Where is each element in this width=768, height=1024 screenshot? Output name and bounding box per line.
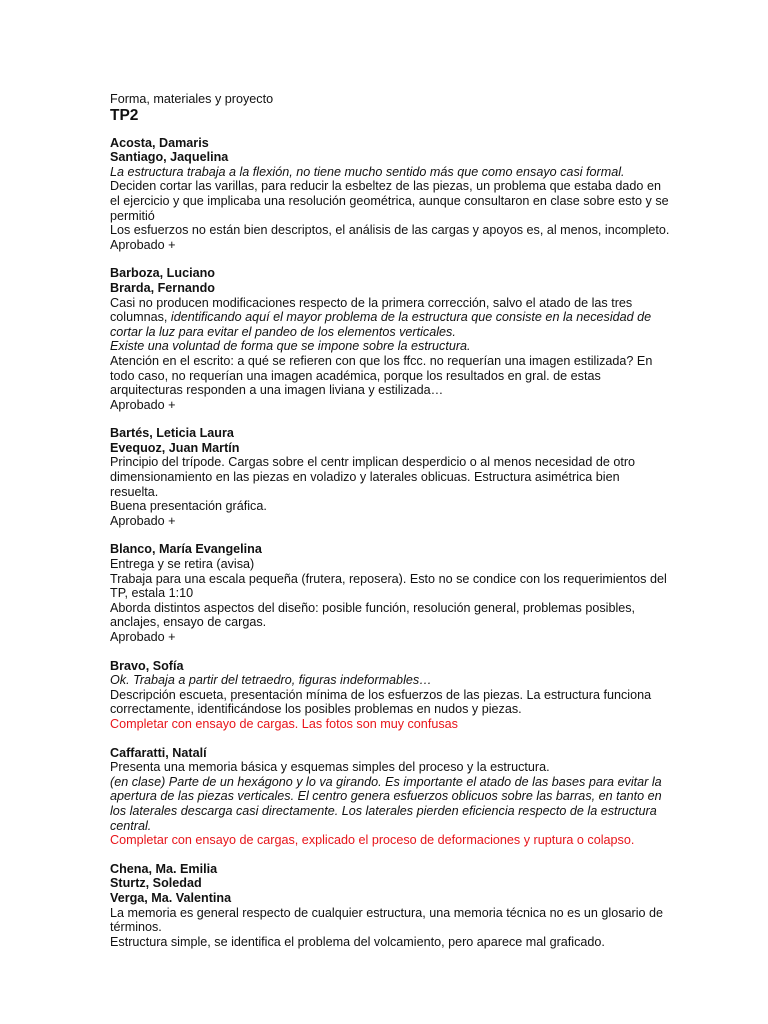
student-entry [110, 266, 670, 412]
comment-emphasis: identificando aquí el mayor problema de la estructura que consiste en la necesidad de cortar la luz para evitar el pandeo de los elementos verticales. [110, 310, 652, 339]
comment-line [110, 296, 670, 340]
comment-line: Trabaja para una escala pequeña (frutera, reposera). Esto no se condice con los requerimientos del TP, estala 1:10 [110, 571, 667, 601]
comment-line: La estructura trabaja a la flexión, no tiene mucho sentido más que como ensayo casi formal. [110, 164, 625, 179]
student-name: Chena, Ma. Emilia [110, 861, 218, 876]
student-entry [110, 542, 670, 644]
comment-line: Ok. Trabaja a partir del tetraedro, figuras indeformables… [110, 673, 432, 688]
comment-line: Los esfuerzos no están bien descriptos, el análisis de las cargas y apoyos es, al menos, incompleto. [110, 223, 670, 238]
student-entry [110, 136, 670, 253]
correction-note: Completar con ensayo de cargas, explicado el proceso de deformaciones y ruptura o colapso. [110, 833, 635, 848]
student-name: Bravo, Sofía [110, 658, 184, 673]
comment-line: Deciden cortar las varillas, para reducir la esbeltez de las piezas, un problema que estaba dado en el ejercicio y que implicaba una resolución geométrica, aunque consultaron en clase sobre esto y se permitió [110, 179, 669, 223]
grade-text: Aprobado + [110, 630, 176, 644]
comment-line: (en clase) Parte de un hexágono y lo va girando. Es importante el atado de las bases para evitar la apertura de las piezas verticales. El centro genera esfuerzos oblicuos sobre las barras, en tanto en los laterales descarga casi directamente. Los laterales pierden eficiencia respecto de la estructura central. [110, 774, 662, 833]
student-entry [110, 862, 670, 950]
comment-line: Entrega y se retira (avisa) [110, 557, 255, 572]
student-name: Bartés, Leticia Laura [110, 426, 234, 441]
comment-line: Atención en el escrito: a qué se refieren con que los ffcc. no requerían una imagen estilizada? En todo caso, no requerían una imagen académica, porque los resultados en gral. de estas arquitecturas responden a una imagen liviana y estilizada… [110, 353, 653, 398]
comment-line: Buena presentación gráfica. [110, 499, 267, 514]
student-name: Evequoz, Juan Martín [110, 440, 240, 455]
student-name: Caffaratti, Natalí [110, 745, 207, 760]
grade-text: Aprobado + [110, 397, 176, 412]
student-entry [110, 659, 670, 732]
correction-note: Completar con ensayo de cargas. Las fotos son muy confusas [110, 716, 458, 731]
student-entry [110, 746, 670, 848]
comment-line: Existe una voluntad de forma que se impone sobre la estructura. [110, 339, 471, 354]
comment-line: Descripción escueta, presentación mínima de los esfuerzos de las piezas. La estructura funciona correctamente, identificándose los posibles problemas en nudos y piezas. [110, 687, 652, 717]
student-entry [110, 426, 670, 528]
student-name: Verga, Ma. Valentina [110, 890, 232, 905]
page-title: TP2 [110, 106, 139, 124]
comment-text: Casi no producen modificaciones respecto de la primera corrección, salvo el atado de las tres columnas, [110, 295, 633, 325]
grade-text: Aprobado + [110, 237, 176, 252]
student-name: Sturtz, Soledad [110, 876, 202, 891]
student-name: Barboza, Luciano [110, 266, 215, 281]
student-name: Santiago, Jaquelina [110, 150, 229, 165]
comment-line: Principio del trípode. Cargas sobre el centr implican desperdicio o al menos necesidad de otro dimensionamiento en las piezas en voladizo y laterales oblicuas. Estructura asimétrica bien resuelta. [110, 455, 636, 499]
comment-line: Estructura simple, se identifica el problema del volcamiento, pero aparece mal graficado. [110, 934, 605, 949]
grade-text: Aprobado + [110, 513, 176, 528]
course-name: Forma, materiales y proyecto [110, 92, 274, 106]
document-page [110, 92, 670, 963]
comment-line: La memoria es general respecto de cualquier estructura, una memoria técnica no es un glosario de términos. [110, 905, 664, 935]
student-name: Blanco, María Evangelina [110, 542, 262, 557]
student-name: Acosta, Damaris [110, 135, 209, 150]
student-name: Brarda, Fernando [110, 280, 215, 295]
comment-line: Presenta una memoria básica y esquemas simples del proceso y la estructura. [110, 760, 550, 775]
comment-line: Aborda distintos aspectos del diseño: posible función, resolución general, problemas posibles, anclajes, ensayo de cargas. [110, 600, 636, 630]
